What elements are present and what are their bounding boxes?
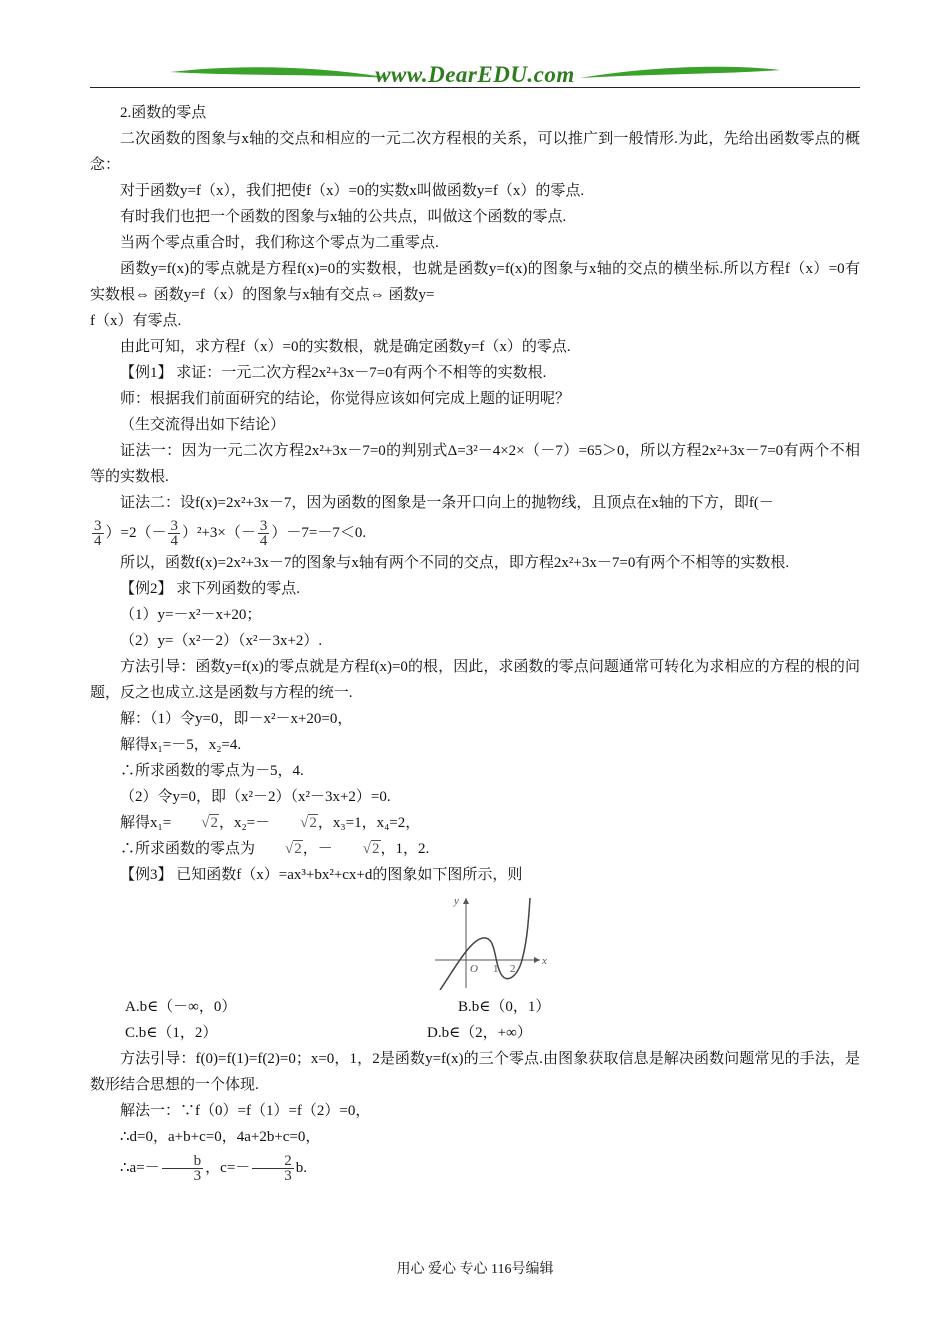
fraction: $\frac{3}{4}$ xyxy=(259,518,268,550)
fraction: $\frac{2}{3}$ xyxy=(252,1154,294,1183)
y-axis-label: y xyxy=(454,895,459,907)
paragraph: 有时我们也把一个函数的图象与x轴的公共点，叫做这个函数的零点. xyxy=(120,209,567,225)
proof-1: 证法一：因为一元二次方程2x²+3x－7=0的判别式Δ=3²－4×2×（－7）=65＞0，所以方程2x²+3x－7=0有两个不相等的实数根. xyxy=(90,443,860,485)
discussion-note: （生交流得出如下结论） xyxy=(120,417,286,433)
choice-row xyxy=(90,994,860,1020)
choice-a[interactable]: A.b∈（－∞，0） xyxy=(125,999,237,1015)
page-footer: 用心 爱心 专心 116号编辑 xyxy=(396,1262,554,1277)
site-header xyxy=(90,62,860,92)
document-body xyxy=(90,100,860,1186)
example-1: 【例1】 求证：一元二次方程2x²+3x－7=0有两个不相等的实数根. xyxy=(120,365,547,381)
proof-2: 证法二：设f(x)=2x²+3x－7，因为函数的图象是一条开口向上的抛物线，且顶点在x轴的下方，即f(－ xyxy=(120,495,774,511)
paragraph: 当两个零点重合时，我们称这个零点为二重零点. xyxy=(120,235,439,251)
solution-line: （2）令y=0，即（x²－2）（x²－3x+2）=0. xyxy=(120,789,391,805)
example-2-part-1: （1）y=－x²－x+20； xyxy=(120,607,262,623)
square-root: √2 xyxy=(201,815,218,831)
paragraph: f（x）有零点. xyxy=(90,313,182,329)
section-title: 2.函数的零点 xyxy=(120,105,207,121)
solution-line: 解得x₁=－5，x₂=4. xyxy=(120,737,242,753)
solution-line: 解得x₁= √2，x₂=－ √2，x₃=1，x₄=2， xyxy=(90,810,860,836)
site-logo[interactable]: www.DearEDU.com xyxy=(375,62,575,87)
fraction: $\frac{3}{4}$ xyxy=(94,518,102,550)
solution-line: 解：（1）令y=0，即－x²－x+20=0， xyxy=(120,711,353,727)
method-guide: 方法引导：f(0)=f(1)=f(2)=0；x=0，1，2是函数y=f(x)的三个零点.由图象获取信息是解决函数问题常见的手法，是数形结合思想的一个体现. xyxy=(90,1051,860,1093)
origin-label: O xyxy=(470,963,478,975)
example-3: 【例3】 已知函数f（x）=ax³+bx²+cx+d的图象如下图所示，则 xyxy=(120,867,523,883)
solution-line: ∴所求函数的零点为 √2，－ √2，1，2. xyxy=(90,836,860,862)
fraction: $\frac{3}{4}$ xyxy=(170,518,178,550)
paragraph: 函数y=f(x)的零点就是方程f(x)=0的实数根，也就是函数y=f(x)的图象与x轴的交点的横坐标.所以方程f（x）=0有实数根⇔ 函数y=f（x）的图象与x轴有交点⇔ 函数y= xyxy=(90,261,860,303)
method-guide: 方法引导：函数y=f(x)的零点就是方程f(x)=0的根，因此，求函数的零点问题通常可转化为求相应的方程的根的问题，反之也成立.这是函数与方程的统一. xyxy=(90,659,860,701)
teacher-question: 师：根据我们前面研究的结论，你觉得应该如何完成上题的证明呢？ xyxy=(120,391,571,407)
tick-label: 1 xyxy=(493,963,499,975)
square-root: √2 xyxy=(362,841,380,857)
fraction: $\frac{b}{3}$ xyxy=(162,1154,204,1183)
solution-line: 解法一：∵f（0）=f（1）=f（2）=0， xyxy=(120,1103,371,1119)
choice-d[interactable]: D.b∈（2，+∞） xyxy=(427,1025,532,1041)
solution-line: ∴所求函数的零点为－5，4. xyxy=(120,763,304,779)
example-2: 【例2】 求下列函数的零点. xyxy=(120,581,301,597)
paragraph: 由此可知，求方程f（x）=0的实数根，就是确定函数y=f（x）的零点. xyxy=(120,339,571,355)
square-root: √2 xyxy=(300,815,317,831)
proof-2-continued: $\frac{3}{4}$ ）=2（－ $\frac{3}{4}$ ）²+3×（－ $\frac{3}{4}$ ）－7=－7＜0. xyxy=(94,518,367,550)
definition: 对于函数y=f（x），我们把使f（x）=0的实数x叫做函数y=f（x）的零点. xyxy=(120,183,585,199)
solution-line: ∴d=0，a+b+c=0，4a+2b+c=0， xyxy=(120,1129,321,1145)
square-root: √2 xyxy=(285,841,302,857)
choice-c[interactable]: C.b∈（1，2） xyxy=(125,1025,218,1041)
function-graph xyxy=(90,890,860,990)
conclusion: 所以，函数f(x)=2x²+3x－7的图象与x轴有两个不同的交点，即方程2x²+3x－7=0有两个不相等的实数根. xyxy=(120,555,790,571)
header-divider xyxy=(90,87,860,88)
example-2-part-2: （2）y=（x²－2）（x²－3x+2）. xyxy=(120,633,323,649)
tick-label: 2 xyxy=(510,963,516,975)
cubic-graph-figure xyxy=(90,890,860,990)
paragraph: 二次函数的图象与x轴的交点和相应的一元二次方程根的关系，可以推广到一般情形.为此，先给出函数零点的概念： xyxy=(90,131,860,173)
choice-b[interactable]: B.b∈（0，1） xyxy=(458,999,551,1015)
solution-line: ∴a=－ $\frac{b}{3}$ ，c=－ $\frac{2}{3}$ b. xyxy=(120,1153,308,1185)
x-axis-label: x xyxy=(542,955,547,967)
choice-row xyxy=(90,1020,860,1046)
